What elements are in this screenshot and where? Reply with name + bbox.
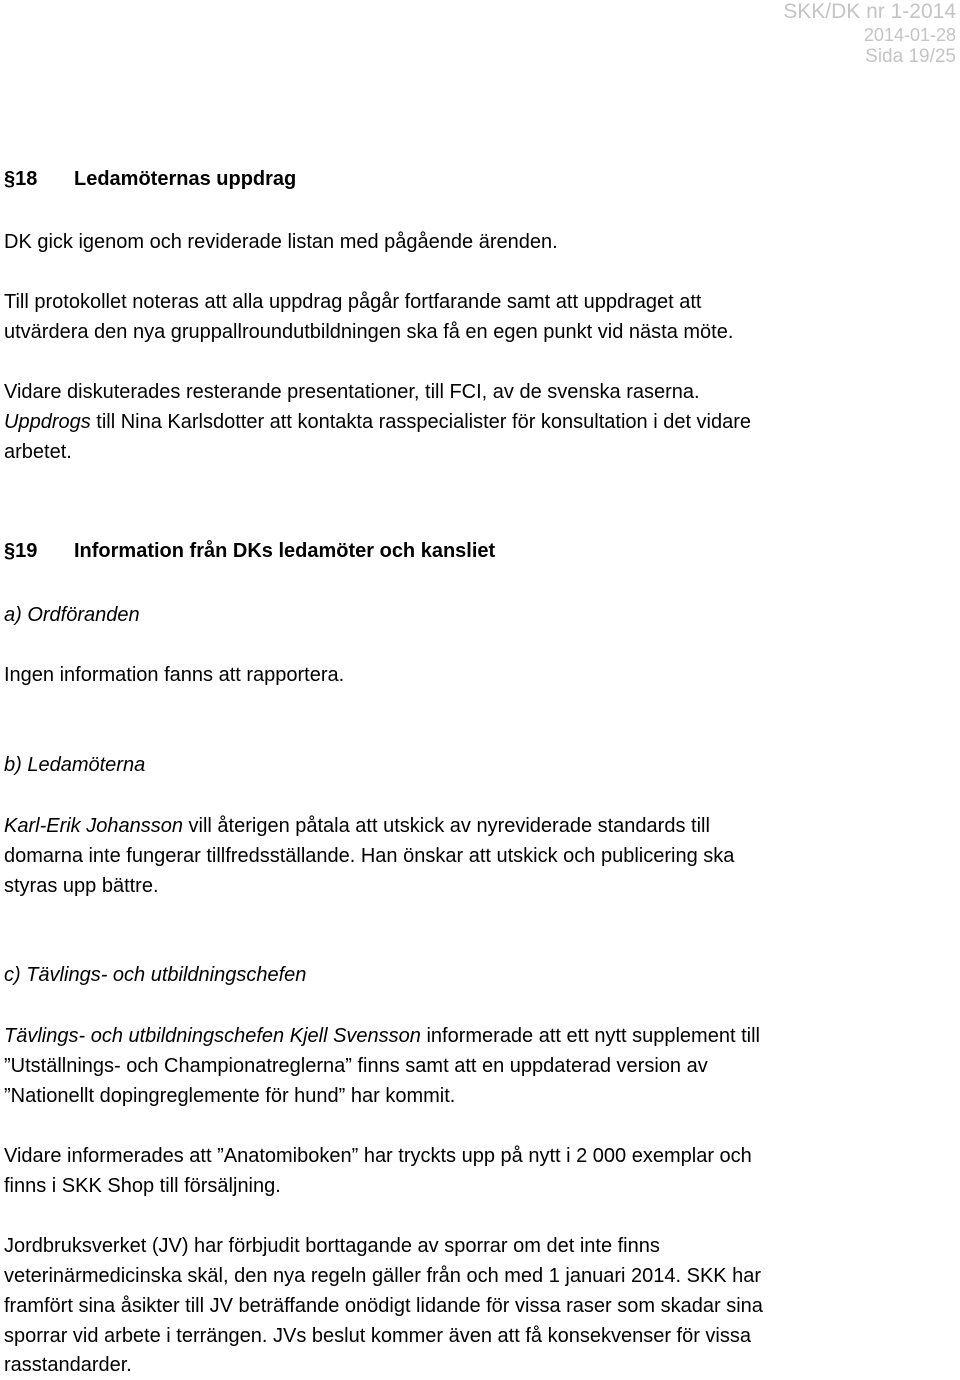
paragraph-line: finns i SKK Shop till försäljning. bbox=[4, 1175, 281, 1197]
document-date: 2014-01-28 bbox=[863, 25, 956, 45]
italic-text: Uppdrogs bbox=[4, 411, 91, 433]
paragraph-line: arbetet. bbox=[4, 441, 72, 463]
paragraph-line bbox=[4, 407, 751, 437]
section-title: Information från DKs ledamöter och kansliet bbox=[74, 540, 496, 562]
paragraph-line: ”Nationellt dopingreglemente för hund” har kommit. bbox=[4, 1085, 456, 1107]
paragraph-line: framfört sina åsikter till JV beträffande onödigt lidande för vissa raser som skadar sina bbox=[4, 1295, 763, 1317]
paragraph-line: rasstandarder. bbox=[4, 1354, 132, 1376]
subheading-c: c) Tävlings- och utbildningschefen bbox=[4, 964, 307, 986]
paragraph-line: Vidare diskuterades resterande presentationer, till FCI, av de svenska raserna. bbox=[4, 381, 700, 403]
italic-text: Tävlings- och utbildningschefen Kjell Svensson bbox=[4, 1025, 421, 1047]
document-id: SKK/DK nr 1-2014 bbox=[783, 0, 956, 23]
paragraph-line: Till protokollet noteras att alla uppdrag pågår fortfarande samt att uppdraget att bbox=[4, 291, 702, 313]
paragraph: Ingen information fanns att rapportera. bbox=[4, 664, 345, 686]
text: till Nina Karlsdotter att kontakta rasspecialister för konsultation i det vidare bbox=[90, 411, 752, 433]
paragraph-line: Vidare informerades att ”Anatomiboken” har tryckts upp på nytt i 2 000 exemplar och bbox=[4, 1145, 752, 1167]
page-number: Sida 19/25 bbox=[865, 46, 956, 67]
section-number: §19 bbox=[4, 540, 38, 562]
section-number: §18 bbox=[4, 168, 38, 190]
subheading-a: a) Ordföranden bbox=[4, 604, 140, 626]
paragraph: DK gick igenom och reviderade listan med pågående ärenden. bbox=[4, 231, 558, 253]
paragraph-line bbox=[4, 1021, 760, 1051]
paragraph-line: utvärdera den nya gruppallroundutbildningen ska få en egen punkt vid nästa möte. bbox=[4, 321, 734, 343]
paragraph-line: Jordbruksverket (JV) har förbjudit borttagande av sporrar om det inte finns bbox=[4, 1235, 660, 1257]
paragraph-line: veterinärmedicinska skäl, den nya regeln gäller från och med 1 januari 2014. SKK har bbox=[4, 1265, 762, 1287]
section-18-heading bbox=[4, 164, 296, 194]
section-title: Ledamöternas uppdrag bbox=[74, 168, 297, 190]
text: informerade att ett nytt supplement till bbox=[420, 1025, 760, 1047]
paragraph-line: sporrar vid arbete i terrängen. JVs beslut kommer även att få konsekvenser för vissa bbox=[4, 1325, 752, 1347]
section-19-heading bbox=[4, 536, 495, 566]
subheading-b: b) Ledamöterna bbox=[4, 754, 146, 776]
paragraph-line: ”Utställnings- och Championatreglerna” finns samt att en uppdaterad version av bbox=[4, 1055, 708, 1077]
italic-text: Karl-Erik Johansson bbox=[4, 815, 183, 837]
paragraph-line bbox=[4, 811, 710, 841]
paragraph-line: domarna inte fungerar tillfredsställande. Han önskar att utskick och publicering ska bbox=[4, 845, 735, 867]
paragraph-line: styras upp bättre. bbox=[4, 875, 159, 897]
text: vill återigen påtala att utskick av nyreviderade standards till bbox=[182, 815, 710, 837]
